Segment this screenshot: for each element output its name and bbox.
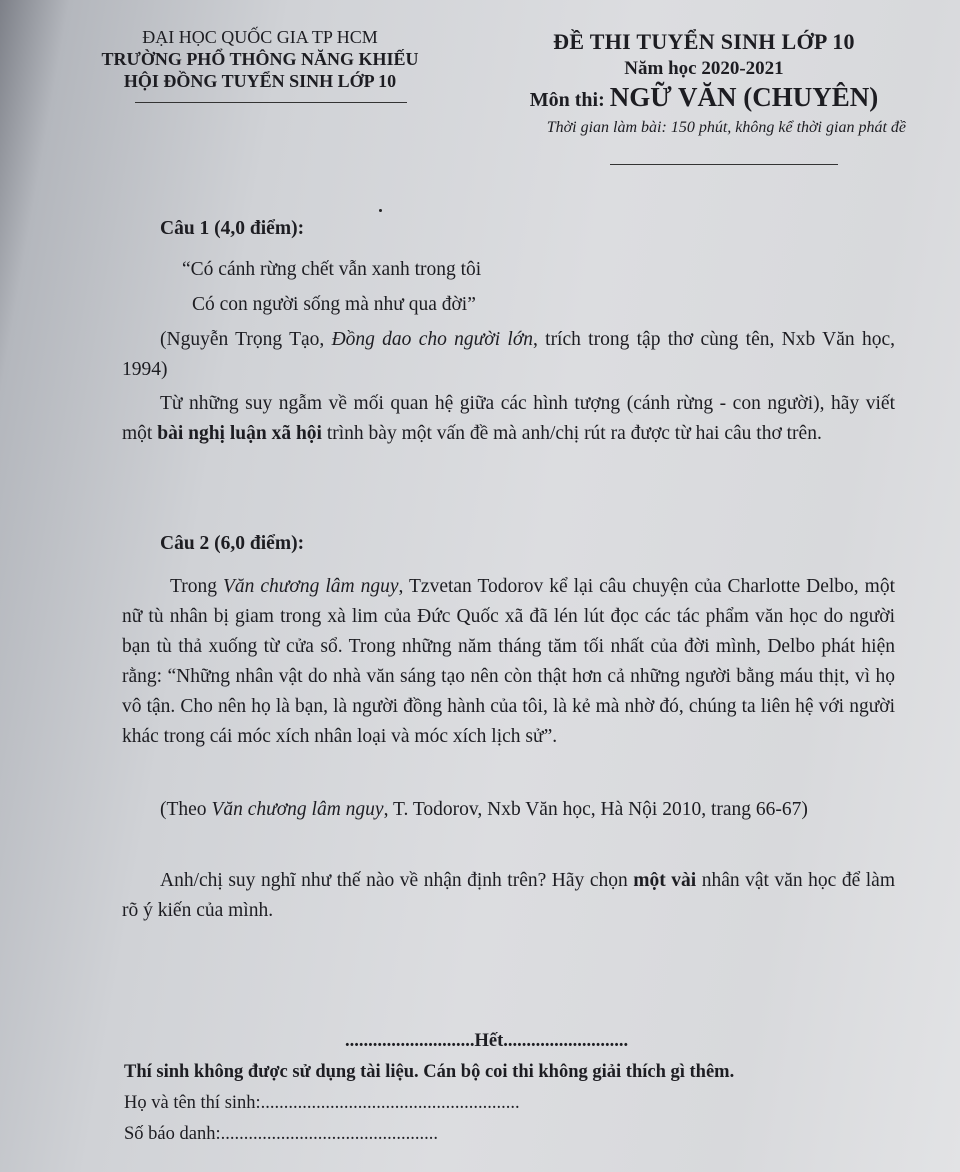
q2-prompt-bold: một vài	[633, 870, 697, 891]
q1-source	[122, 325, 895, 385]
ink-speck	[379, 209, 382, 212]
q2-prompt-pre: Anh/chị suy nghĩ như thế nào về nhận định trên? Hãy chọn	[160, 870, 634, 891]
q2-passage	[122, 572, 895, 752]
q2-prompt-post: nhân vật văn học để làm rõ ý kiến của mình.	[122, 870, 896, 921]
q1-source-post: , trích trong tập thơ cùng tên, Nxb Văn học, 1994)	[122, 329, 895, 380]
school-year: Năm học 2020-2021	[624, 58, 784, 79]
exam-header	[484, 26, 924, 139]
subject-name: NGỮ VĂN (CHUYÊN)	[609, 82, 879, 112]
q2-source-title: Văn chương lâm nguy	[211, 799, 384, 820]
q2-passage-pre: Trong	[170, 576, 223, 597]
q1-source-title: Đồng dao cho người lớn	[331, 329, 533, 350]
left-header-divider	[135, 102, 407, 103]
university-name: ĐẠI HỌC QUỐC GIA TP HCM	[142, 27, 378, 47]
school-name: TRƯỜNG PHỔ THÔNG NĂNG KHIẾU	[101, 49, 419, 69]
right-header-divider	[610, 164, 838, 165]
q2-passage-title: Văn chương lâm nguy	[222, 576, 399, 597]
q1-heading: Câu 1 (4,0 điểm):	[160, 218, 305, 239]
q1-prompt-pre: Từ những suy ngẫm về mối quan hệ giữa các hình tượng (cánh rừng - con người), hãy viết một	[122, 393, 895, 444]
subject-label: Môn thi:	[529, 89, 605, 111]
q2-prompt	[122, 866, 895, 926]
q1-poem-line-2: Có con người sống mà như qua đời”	[192, 294, 476, 315]
candidate-id-field: Số báo danh:...............................................	[124, 1124, 438, 1144]
q1-prompt-bold: bài nghị luận xã hội	[157, 423, 322, 444]
school-header	[70, 26, 450, 92]
exam-subject	[484, 80, 924, 117]
q2-source-pre: (Theo	[160, 799, 212, 820]
q2-heading: Câu 2 (6,0 điểm):	[160, 533, 305, 554]
council-name: HỘI ĐỒNG TUYỂN SINH LỚP 10	[123, 71, 397, 91]
q2-passage-post: , Tzvetan Todorov kể lại câu chuyện của Charlotte Delbo, một nữ tù nhân bị giam trong xà lim của Đức Quốc xã đã lén lút đọc các tác phẩm văn học do người bạn tù thả xuống từ cửa sổ. Trong những năm tháng tăm tối nhất của đời mình, Delbo phát hiện rằng: “Những nhân vật do nhà văn sáng tạo nên còn thật hơn cả những người bằng máu thịt, vì họ vô tận. Cho nên họ là bạn, là người đồng hành của tôi, là kẻ mà nhờ đó, chúng ta liên hệ với người khác trong cái móc xích nhân loại và móc xích lịch sử”.	[122, 576, 895, 747]
q2-source	[122, 795, 895, 825]
exam-title: ĐỀ THI TUYỂN SINH LỚP 10	[553, 29, 855, 54]
q1-prompt	[122, 389, 895, 449]
q1-prompt-post: trình bày một vấn đề mà anh/chị rút ra được từ hai câu thơ trên.	[321, 423, 822, 444]
exam-rules-note: Thí sinh không được sử dụng tài liệu. Cán bộ coi thi không giải thích gì thêm.	[124, 1062, 735, 1082]
candidate-name-field: Họ và tên thí sinh:........................................................	[124, 1093, 520, 1113]
q2-source-post: , T. Todorov, Nxb Văn học, Hà Nội 2010, trang 66-67)	[383, 799, 808, 820]
q1-poem-line-1: “Có cánh rừng chết vẫn xanh trong tôi	[182, 259, 482, 280]
q1-source-pre: (Nguyễn Trọng Tạo,	[160, 329, 332, 350]
end-marker: ............................Hết...........................	[345, 1031, 629, 1051]
time-limit: Thời gian làm bài: 150 phút, không kể thời gian phát đề	[546, 119, 906, 136]
